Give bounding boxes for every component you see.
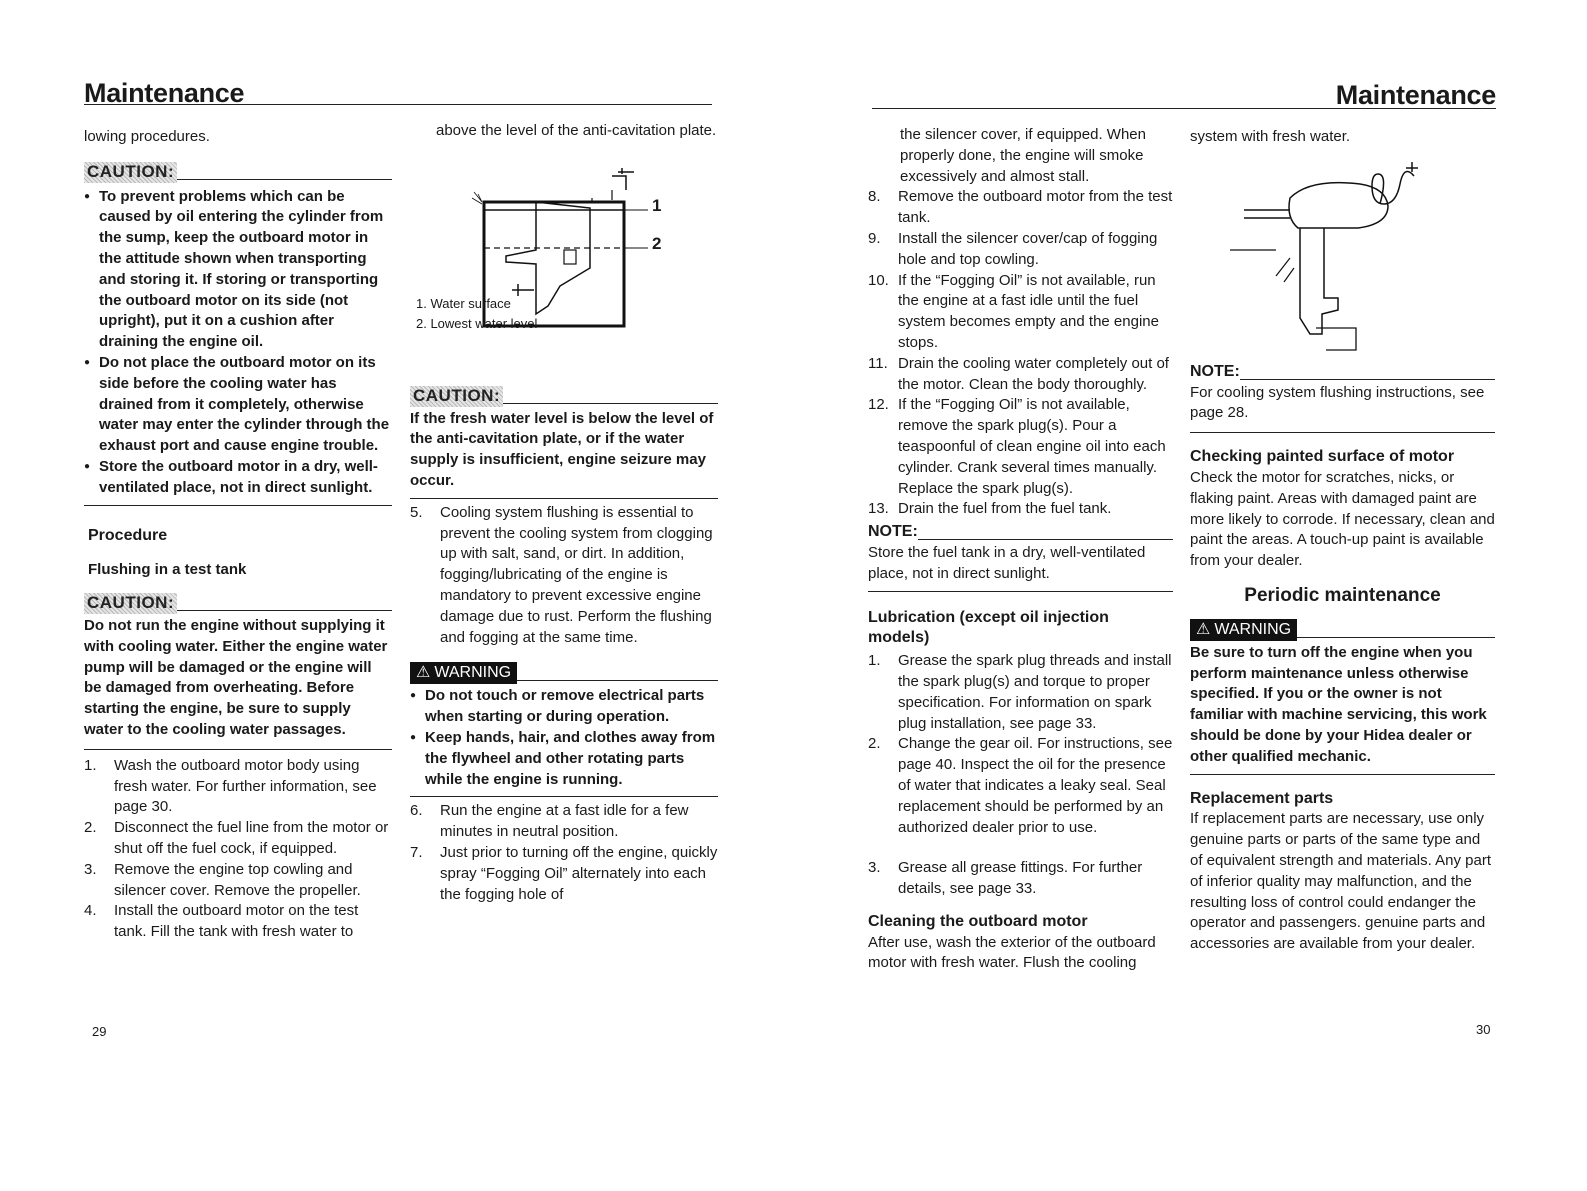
list-item: 9. Install the silencer cover/cap of fogging hole and top cowling. (868, 229, 1158, 268)
warning-label: ⚠ WARNING (1190, 619, 1297, 641)
list-item: 6. Run the engine at a fast idle for a few minutes in neutral position. (410, 802, 689, 841)
warning-box-1 (410, 662, 718, 684)
list-item: 12. If the “Fogging Oil” is not available, remove the spark plug(s). Pour a teaspoonful of clean engine oil into each cylinder. Crank several times manually. Replace the spark plug(s). (868, 396, 1166, 497)
flushing-heading: Flushing in a test tank (88, 561, 247, 579)
right-header-title: Maintenance (1335, 80, 1496, 110)
list-item: 3. Remove the engine top cowling and silencer cover. Remove the propeller. (84, 860, 361, 899)
flushing-step-5 (410, 503, 718, 649)
col4-intro: system with fresh water. (1190, 128, 1351, 145)
callout-1: 1 (652, 195, 662, 215)
caution-bullets (84, 187, 392, 499)
painted-surface-heading: Checking painted surface of motor (1190, 448, 1455, 466)
lubrication-steps (868, 651, 1173, 900)
note-label: NOTE: (1190, 362, 1240, 380)
right-column-4 (1190, 127, 1495, 955)
warning-label: ⚠ WARNING (410, 662, 517, 684)
warning-box-2 (1190, 619, 1495, 641)
flushing-steps-6-7 (410, 801, 718, 905)
fogging-steps (868, 187, 1173, 520)
note-text: Store the fuel tank in a dry, well-ventilated place, not in direct sunlight. (868, 543, 1146, 582)
list-item: ● Keep hands, hair, and clothes away from the flywheel and other rotating parts while the engine is running. (410, 728, 718, 790)
warning-triangle-icon: ⚠ (1196, 620, 1211, 638)
caution3-text: If the fresh water level is below the level of the anti-cavitation plate, or if the water supply is insufficient, engine seizure may occur. (410, 409, 714, 489)
figure-legend-2: 2. Lowest water level (416, 315, 538, 331)
warning-triangle-icon: ⚠ (416, 664, 431, 682)
list-item: 4. Install the outboard motor on the test tank. Fill the tank with fresh water to (84, 902, 359, 941)
col3-intro: the silencer cover, if equipped. When properly done, the engine will smoke excessively and almost stall. (900, 126, 1146, 185)
left-header-title: Maintenance (84, 78, 245, 108)
outboard-motor-illustration (1230, 158, 1460, 358)
list-item: 1. Grease the spark plug threads and install the spark plug(s) and torque to proper specification. For information on spark plug installation, see page 33. (868, 652, 1172, 732)
list-item: 10. If the “Fogging Oil” is not available, run the engine at a fast idle until the fuel system becomes empty and the engine stops. (868, 271, 1159, 351)
replacement-parts-heading: Replacement parts (1190, 789, 1334, 807)
list-item: 13. Drain the fuel from the fuel tank. (868, 500, 1112, 518)
list-item: 1. Wash the outboard motor body using fresh water. For further information, see page 30. (84, 756, 377, 816)
right-page-number: 30 (1476, 1022, 1491, 1037)
list-item: ● To prevent problems which can be caused by oil entering the cylinder from the sump, keep the outboard motor in the attitude shown when transporting and storing it. If storing or transporting the outboard motor on its side (not upright), put it on a cushion after draining the engine oil. (84, 187, 392, 353)
list-item: 2. Change the gear oil. For instructions, see page 40. Inspect the oil for the presence of water that indicates a leaky seal. Seal replacement should be performed by an authorized dealer prior to use. (868, 735, 1173, 836)
left-column-1 (84, 127, 392, 943)
note-box-2 (1190, 362, 1495, 383)
list-item: ● Do not place the outboard motor on its side before the cooling water has drained from it completely, otherwise water may enter the cylinder through the exhaust port and cause engine trouble. (84, 353, 392, 457)
caution-label: CAUTION: (84, 162, 177, 183)
list-item: 11. Drain the cooling water completely out of the motor. Clean the body thoroughly. (868, 354, 1169, 393)
list-item: ● Store the outboard motor in a dry, well-ventilated place, not in direct sunlight. (84, 457, 392, 499)
list-item: ● Do not touch or remove electrical parts when starting or during operation. (410, 686, 718, 728)
caution-label: CAUTION: (84, 593, 177, 614)
list-item: 7. Just prior to turning off the engine, quickly spray “Fogging Oil” alternately into each the fogging hole of (410, 843, 718, 903)
caution-box-2 (84, 593, 392, 614)
list-item: 2. Disconnect the fuel line from the motor or shut off the fuel cock, if equipped. (84, 819, 389, 857)
warning2-text: Be sure to turn off the engine when you perform maintenance unless otherwise specified. If you or the owner is not familiar with machine servicing, this work should be done by your Hidea dealer or other qualified mechanic. (1190, 643, 1487, 765)
caution2-text: Do not run the engine without supplying it with cooling water. Either the engine water pump will be damaged or the engine will be damaged from overheating. Before starting the engine, be sure to supply water to the cooling water passages. (84, 616, 388, 738)
list-item: 8. Remove the outboard motor from the test tank. (868, 188, 1173, 227)
col1-intro: lowing procedures. (84, 128, 210, 145)
note-text: For cooling system flushing instructions, see page 28. (1190, 383, 1485, 422)
caution-box-1 (84, 162, 392, 183)
callout-2: 2 (652, 233, 662, 253)
list-item: 5. Cooling system flushing is essential to prevent the cooling system from clogging up with salt, sand, or dirt. In addition, fogging/lubricating of the engine is mandatory to prevent excessive engine damage due to rust. Perform the flushing and fogging at the same time. (410, 503, 713, 646)
right-column-3 (868, 125, 1173, 974)
caution-label: CAUTION: (410, 386, 503, 407)
painted-surface-text: Check the motor for scratches, nicks, or flaking paint. Areas with damaged paint are more likely to corrode. If necessary, clean and paint the areas. A touch-up paint is available from your dealer. (1190, 468, 1495, 570)
warning-bullets (410, 686, 718, 790)
caution-box-3 (410, 386, 718, 407)
list-item: 3. Grease all grease fittings. For further details, see page 33. (868, 859, 1143, 898)
note-label: NOTE: (868, 523, 918, 541)
replacement-parts-text: If replacement parts are necessary, use only genuine parts or parts of the same type and of equivalent strength and materials. Any part of inferior quality may malfunction, and the resulting loss of control could endanger the operator and passengers. genuine parts and accessories are available from your dealer. (1190, 810, 1492, 953)
col2-intro: above the level of the anti-cavitation plate. (436, 122, 717, 139)
cleaning-text: After use, wash the exterior of the outboard motor with fresh water. Flush the cooling (868, 933, 1156, 972)
left-page-number: 29 (92, 1024, 107, 1039)
flushing-steps (84, 756, 392, 943)
note-box-1 (868, 522, 1173, 543)
procedure-heading: Procedure (88, 526, 168, 544)
periodic-maintenance-heading: Periodic maintenance (1244, 584, 1441, 606)
test-tank-figure (410, 154, 718, 364)
left-header-rule (84, 104, 712, 105)
lubrication-heading: Lubrication (except oil injection models) (868, 608, 1109, 647)
left-column-2 (410, 121, 718, 905)
cleaning-heading: Cleaning the outboard motor (868, 912, 1088, 930)
figure-legend-1: 1. Water surface (416, 295, 511, 311)
